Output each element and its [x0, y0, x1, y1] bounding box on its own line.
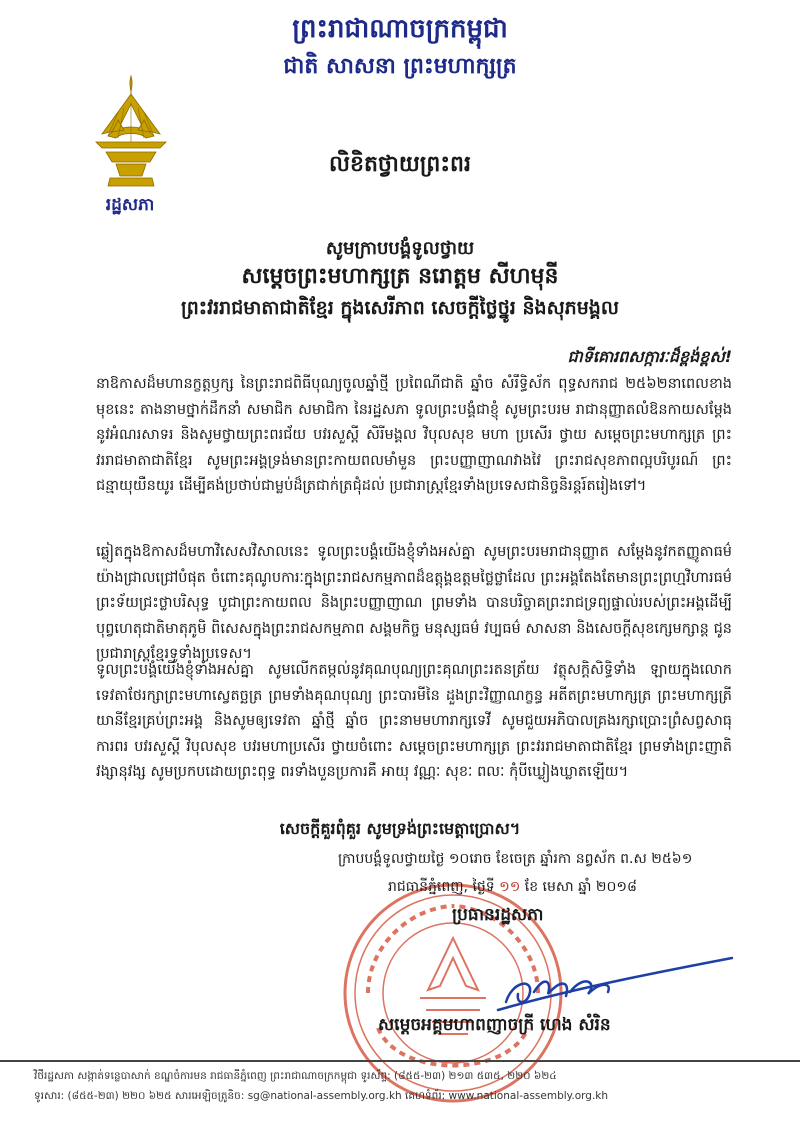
- handwritten-signature-icon: [488, 952, 738, 1014]
- paragraph-1: នាឱកាសដ៏មហានក្ខត្តឫក្ស នៃព្រះរាជពិធីបុណ្យចូលឆ្នាំថ្មី ប្រពៃណីជាតិ ឆ្នាំច សំរឹទ្ធិស័ក ពុទ្ធសករាជ ២៥៦២នាពេលខាងមុខនេះ តាងនាមថ្នាក់ដឹកនាំ សមាជិក សមាជិកា នៃរដ្ឋសភា ទូលព្រះបង្គំជាខ្ញុំ សូមព្រះបរម រាជានុញ្ញាតលំឱនកាយសម្ដែងនូវអំណរសាទរ និងសូមថ្វាយព្រះពរជ័យ បវរសួស្ដី សិរីមង្គល វិបុលសុខ មហា ប្រសើរ ថ្វាយ សម្ដេចព្រះមហាក្សត្រ ព្រះវររាជមាតាជាតិខ្មែរ សូមព្រះអង្គទ្រង់មានព្រះកាយពលមាំមួន ព្រះបញ្ញាញាណវាងវៃ ព្រះរាជសុខភាពល្អបរិបូរណ៍ ព្រះជន្មាយុយឺនយូរ ដើម្បីគង់ប្រថាប់ជាម្លប់ដ៏ត្រជាក់ត្រជុំដល់ ប្រជារាស្ត្រខ្មែរទាំងប្រទេសជានិច្ចនិរន្តរ៍តរៀងទៅ។: [96, 376, 732, 495]
- motto-heading: ជាតិ សាសនា ព្រះមហាក្សត្រ: [283, 54, 517, 79]
- signatory-name: សម្ដេចអគ្គមហាពញាចក្រី ហេង សំរិន: [378, 1015, 611, 1035]
- kingdom-heading: ព្រះរាជាណាចក្រកម្ពុជា: [292, 14, 508, 44]
- address-line-1: សូមក្រាបបង្គំទូលថ្វាយ: [325, 238, 475, 259]
- date-solar: [388, 877, 637, 898]
- paragraph-2: ឆ្លៀតក្នុងឱកាសដ៏មហាវិសេសវិសាលនេះ ទូលព្រះបង្គំយើងខ្ញុំទាំងអស់គ្នា សូមព្រះបរមរាជានុញ្ញាត សម្ដែងនូវកតញ្ញូតាធម៌យ៉ាងជ្រាលជ្រៅបំផុត ចំពោះគុណូបការៈក្នុងព្រះរាជសកម្មភាពដ៏ឧត្ដុង្គឧត្ដមថ្លៃថ្លាដែល ព្រះអង្គតែងតែមានព្រះព្រហ្មវិហារធម៌ ព្រះទ័យជ្រះថ្លាបរិសុទ្ធ បូជាព្រះកាយពល និងព្រះបញ្ញាញាណ ព្រមទាំង បានបរិច្ចាគព្រះរាជទ្រព្យផ្ទាល់របស់ព្រះអង្គដើម្បីបុព្វហេតុជាតិមាតុភូមិ ពិសេសក្នុងព្រះរាជសកម្មភាព សង្គមកិច្ច មនុស្សធម៌ វប្បធម៌ សាសនា និងសេចក្ដីសុខក្សេមក្សាន្ត ជូនប្រជារាស្ត្រខ្មែរទូទាំងប្រទេស។: [96, 544, 732, 663]
- date-solar-prefix: រាជធានីភ្នំពេញ, ថ្ងៃទី: [388, 879, 495, 895]
- date-solar-suffix: ខែ មេសា ឆ្នាំ ២០១៨: [524, 879, 637, 895]
- footer-contact: ទូរសារ: (៨៥៥-២៣) ២២០ ៦២៥ សារអេឡិចត្រូនិច: sg@national-assembly.org.kh គេហទំព័រ: www.national-assembly.org.kh: [34, 1090, 609, 1102]
- address-line-3: ព្រះវររាជមាតាជាតិខ្មែរ ក្នុងសេរីភាព សេចក្ដីថ្លៃថ្នូរ និងសុភមង្គល: [181, 297, 619, 319]
- emblem-label: រដ្ឋសភា: [105, 195, 155, 215]
- date-solar-day: ១១: [499, 879, 521, 895]
- address-line-2: សម្ដេចព្រះមហាក្សត្រ នរោត្ដម សីហមុនី: [241, 264, 559, 289]
- closing-line: សេចក្ដីគួរពុំគួរ សូមទ្រង់ព្រះមេត្តាប្រោស។: [279, 819, 521, 838]
- signatory-title: ប្រធានរដ្ឋសភា: [452, 905, 544, 925]
- date-lunar: ក្រាបបង្គំទូលថ្វាយថ្ងៃ ១០រោច ខែចេត្រ ឆ្នាំរកា នព្វស័ក ព.ស ២៥៦១: [338, 851, 693, 867]
- footer-divider: [0, 1060, 800, 1062]
- document-title: លិខិតថ្វាយព្រះពរ: [329, 152, 471, 177]
- paragraph-3: ទូលព្រះបង្គំយើងខ្ញុំទាំងអស់គ្នា សូមលើកតម្កល់នូវគុណបុណ្យព្រះគុណព្រះរតនត្រ័យ វត្ថុសក្ដិសិទ្ធិទាំង ឡាយក្នុងលោក ទេវតាថែរក្សាព្រះមហាស្វេតច្ឆត្រ ព្រមទាំងគុណបុណ្យ ព្រះបារមីនៃ ដួងព្រះវិញ្ញាណក្ខន្ធ អតីតព្រះមហាក្សត្រ ព្រះមហាក្សត្រីយានីខ្មែរគ្រប់ព្រះអង្គ និងសូមឲ្យទេវតា ឆ្នាំថ្មី ឆ្នាំច ព្រះនាមមហារាក្សទេវី សូមជួយអភិបាលគ្រងរក្សាប្រោះព្រំសព្វសាធុការពរ បវរសួស្ដី វិបុលសុខ បវរមហាប្រសើរ ថ្វាយចំពោះ សម្ដេចព្រះមហាក្សត្រ ព្រះវររាជមាតាជាតិខ្មែរ ព្រមទាំងព្រះញាតិវង្សានុវង្ស សូមប្រកបដោយព្រះពុទ្ធ ពរទាំងបួនប្រការគឺ អាយុ វណ្ណៈ សុខៈ ពលៈ កុំបីឃ្លៀងឃ្លាតឡើយ។: [96, 662, 732, 781]
- greeting: ជាទីគោរពសក្ការៈដ៏ខ្ពង់ខ្ពស់!: [567, 347, 732, 366]
- footer-address: វិថីរដ្ឋសភា សង្កាត់ទន្លេបាសាក់ ខណ្ឌចំការមន រាជធានីភ្នំពេញ ព្រះរាជាណាចក្រកម្ពុជា ទូរស័ព្ទ: (៨៥៥-២៣) ២១៣ ៥៣៥, ២២០ ៦២៤: [34, 1070, 557, 1082]
